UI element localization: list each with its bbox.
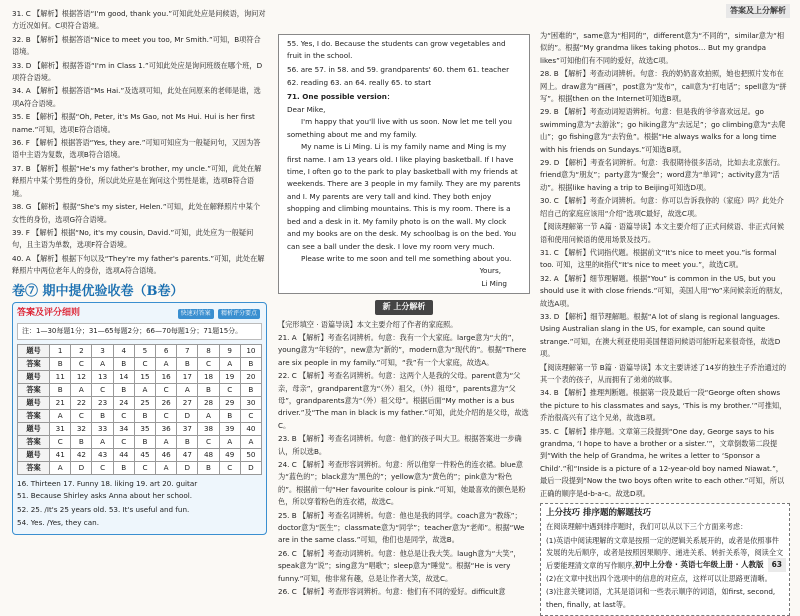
answer-55: 55. Yes, I do. Because the students can grow vegetables and fruit in the school. — [287, 39, 506, 61]
table-row — [18, 461, 262, 474]
section-badge: 新 上分解析 — [278, 300, 530, 314]
table-cell: 8 — [198, 344, 219, 357]
badge-quick: 快速对答案 — [178, 309, 214, 319]
answer-explanation: 37. B 【解析】根据“He's my father's brother, my uncle.”可知，此处在解释照片中某个男性的身份，所以此处应是在询问这个男性是谁，选项B符合语境。 — [12, 163, 262, 198]
answer-explanation: 26. C 【解析】考查形容词辨析。句意：他们有不同的爱好。difficult意 — [278, 587, 506, 597]
table-row — [18, 448, 262, 461]
row-header: 答案 — [18, 435, 50, 448]
answer-explanation: 38. G 【解析】根据“She's my sister, Helen.”可知，此处在解释照片中某个女性的身份，选项G符合语境。 — [12, 202, 261, 224]
table-cell: A — [156, 357, 177, 370]
table-cell: B — [113, 461, 134, 474]
table-cell: A — [71, 383, 92, 396]
letter-paragraph: My name is Li Ming. Li is my family name and Ming is my first name. I am 13 years old. I like playing basketball. If I have time, I often go to the park to play basketball with my friends at weekends. There are 3 people in my family. They are my parents and I. My parents are very tall and kind. They both enjoy shopping and climbing mountains. This is my room. There is a bed and a desk in it. My family photo is on the wall. My clock and my books are on the desk. My schoolbag is on the bed. You can see a ball under the desk. I love my room very much. — [287, 142, 521, 251]
row-header: 答案 — [18, 383, 50, 396]
table-cell: D — [177, 409, 198, 422]
table-cell: B — [177, 435, 198, 448]
answer-explanation: 31. C 【解析】代词指代题。根据前文“It's nice to meet you.”is formal too. 可知，这里的it指代“It's nice to meet you.”，故选C项。 — [540, 247, 777, 270]
table-cell: B — [177, 357, 198, 370]
header-title: 答案及上分解析 — [726, 4, 790, 18]
table-cell: 17 — [177, 370, 198, 383]
table-cell: A — [219, 357, 240, 370]
answer-explanation: 32. A 【解析】细节理解题。根据“You” is common in the US, but you should use it with close friends.”可知，美国人用“Yo”来问候亲近的朋友，故选A项。 — [540, 273, 788, 308]
table-cell: C — [156, 409, 177, 422]
answer-explanation: 30. C 【解析】考查介词辨析。句意：你可以告诉我你的（家庭）吗？此处介绍自己的家庭应该用“介绍”选项C最好，故选C项。 — [540, 196, 784, 218]
table-cell: B — [92, 409, 113, 422]
table-cell: 27 — [177, 396, 198, 409]
answer-explanation: 25. B 【解析】考查名词辨析。句意：他也是我的同学。coach意为“教练”；doctor意为“医生”；classmate意为“同学”；teacher意为“老师”。根据“We are in the same class.”可知，他们也是同学，故选B。 — [278, 510, 525, 545]
table-cell: 43 — [92, 448, 113, 461]
answer-62-65: 62. reading 63. an 64. really 65. to start — [287, 78, 432, 88]
table-cell: C — [156, 383, 177, 396]
table-row — [18, 344, 262, 357]
letter-paragraph: I'm happy that you'll live with us soon. Now let me tell you something about me and my family. — [287, 117, 512, 139]
table-cell: 39 — [219, 422, 240, 435]
table-cell: C — [198, 435, 219, 448]
answer-table — [17, 344, 262, 475]
answer-explanation: 【阅读理解第一节 A篇 · 语篇导读】本文主要介绍了正式问候语、非正式问候语和使用问候语的使用场景及技巧。 — [540, 222, 785, 244]
answer-explanation: 35. E 【解析】根据“Oh, Peter, it's Ms Gao, not Ms Hui. Hui is her first name.”可知，选项E符合语境。 — [12, 112, 255, 134]
table-cell: 31 — [50, 422, 71, 435]
table-cell: 38 — [198, 422, 219, 435]
table-cell: C — [198, 357, 219, 370]
table-row — [18, 409, 262, 422]
table-cell: B — [198, 461, 219, 474]
short-answer: 52. 25. /It's 25 years old. 53. It's useful and fun. — [17, 504, 190, 514]
table-cell: A — [134, 383, 155, 396]
table-cell: 26 — [156, 396, 177, 409]
letter-greeting: Dear Mike, — [287, 105, 326, 115]
tip-title: 上分技巧 排序题的解题技巧 — [546, 508, 651, 519]
row-header: 答案 — [18, 461, 50, 474]
column-right — [540, 30, 790, 608]
table-cell: 32 — [71, 422, 92, 435]
table-cell: C — [113, 409, 134, 422]
page-number: 63 — [768, 558, 786, 572]
table-cell: A — [156, 461, 177, 474]
table-cell: 36 — [156, 422, 177, 435]
table-cell: 21 — [50, 396, 71, 409]
table-cell: B — [50, 383, 71, 396]
answers-55-71 — [278, 34, 530, 294]
answer-explanation: 39. F 【解析】根据“No, it's my cousin, David.”可知，此处应为一般疑问句，且主语为单数，选项F符合语境。 — [12, 227, 254, 250]
row-header: 题号 — [18, 422, 50, 435]
table-cell: 18 — [198, 370, 219, 383]
table-cell: C — [92, 383, 113, 396]
answer-box-badges — [176, 307, 260, 319]
table-cell: C — [134, 357, 155, 370]
table-cell: 23 — [92, 396, 113, 409]
answer-explanation: 31. C 【解析】根据答语“I'm good, thank you.”可知此处应是问候语，询问对方近况如何。C项符合语境。 — [12, 9, 266, 31]
answer-explanation: 34. A 【解析】根据答语“Ms Hai.”及选项可知，此处在问原来的老师是谁，选项A符合语境。 — [12, 86, 261, 108]
table-row — [18, 370, 262, 383]
answer-explanation: 33. D 【解析】细节理解题。根据“A lot of slang is regional languages. Using Australian slang in the US, for example, can sound quite strange.”可知，在澳大利亚使用美国俚语问候语可能听起来很奇怪，故选D项。 — [540, 311, 781, 359]
table-cell: B — [50, 357, 71, 370]
explanations-21-26 — [278, 319, 530, 599]
row-header: 答案 — [18, 409, 50, 422]
tip-line: (1)英语中阅读理解的文章是按照一定的逻辑关系展开的，或者是依照事件发展的先后顺序，或者是按照因果顺序、递进关系、转折关系等，阅读全文后要能理清文章的写作顺序。 — [546, 535, 784, 570]
table-cell: A — [50, 461, 71, 474]
answer-explanation: 35. C 【解析】排序题。文章第三段提到“One day, George says to his grandma, ‘I hope to have a brother or a sister.’”，文章倒数第二段提到“With the help of Grandma, he writes a letter to ‘Sponsor a Child’.”和“Inside is a picture of a 12-year-old boy named Niawat.”，最后一段提到“Now the two boys often write to each other.”可知，所以正确的顺序是d-b-a-c。故选D项。 — [540, 426, 785, 498]
table-cell: 33 — [92, 422, 113, 435]
table-cell: 44 — [113, 448, 134, 461]
table-cell: 11 — [50, 370, 71, 383]
answer-explanation: 33. D 【解析】根据答语“I'm in Class 1.”可知此处应是询问班级在哪个班，D项符合语境。 — [12, 60, 263, 83]
table-cell: C — [92, 461, 113, 474]
table-cell: 15 — [134, 370, 155, 383]
tip-line: (2)在文章中找出四个选项中的信息的对应点，这样可以让思路更清晰。 — [546, 574, 772, 584]
table-cell: A — [219, 435, 240, 448]
row-header: 题号 — [18, 448, 50, 461]
table-cell: 14 — [113, 370, 134, 383]
answer-box-title: 答案及评分细则 — [17, 307, 81, 318]
answer-explanation: 24. C 【解析】考查形容词辨析。句意：所以他穿一件粉色的连衣裙。blue意为“蓝色的”；black意为“黑色的”；yellow意为“黄色的”；pink意为“粉色的”。根据前一句“Her favourite colour is pink.”可知，她最喜欢的颜色是粉色，所以穿着粉色的连衣裙，故选C。 — [278, 460, 526, 507]
row-header: 题号 — [18, 370, 50, 383]
table-cell: 46 — [156, 448, 177, 461]
table-cell: 45 — [134, 448, 155, 461]
tip-line: (3)注意关键词语，尤其是语词和一些表示顺序的词语，如first, second, then, finally, at last等。 — [546, 587, 776, 609]
table-cell: 49 — [219, 448, 240, 461]
table-cell: C — [134, 461, 155, 474]
table-row — [18, 357, 262, 370]
table-cell: 13 — [92, 370, 113, 383]
footer — [635, 558, 786, 572]
answer-explanation: 34. B 【解析】推理判断题。根据第一段及最后一段“George often shows the picture to his classmates and says, ‘This is my brother.’”可推知，乔治很高兴有了这个兄弟，故选B项。 — [540, 388, 787, 423]
table-cell: 2 — [71, 344, 92, 357]
table-cell: 48 — [198, 448, 219, 461]
table-cell: 12 — [71, 370, 92, 383]
table-cell: 9 — [219, 344, 240, 357]
answer-explanation: 【阅读理解第一节 B篇 · 语篇导读】本文主要讲述了14岁的独生子乔治通过的其一个表的孩子，从而拥有了弟弟的故事。 — [540, 362, 787, 384]
table-cell: 41 — [50, 448, 71, 461]
table-cell: 19 — [219, 370, 240, 383]
table-cell: 20 — [240, 370, 261, 383]
answer-explanations-31-40 — [12, 8, 267, 278]
table-row — [18, 435, 262, 448]
table-cell: 35 — [134, 422, 155, 435]
table-cell: 40 — [240, 422, 261, 435]
table-cell: C — [240, 409, 261, 422]
table-cell: 30 — [240, 396, 261, 409]
paper-title: 卷⑦ 期中提优验收卷（B卷） — [12, 283, 184, 299]
table-cell: 47 — [177, 448, 198, 461]
table-cell: 50 — [240, 448, 261, 461]
answer-explanation: 28. B 【解析】考查动词辨析。句意：我的奶奶喜欢拍照，她也把照片发布在网上。draw意为“画画”，post意为“发布”，call意为“打电话”；spell意为“拼写”。根据then on the Internet可知选B项。 — [540, 69, 787, 104]
table-row — [18, 396, 262, 409]
table-cell: C — [219, 383, 240, 396]
table-cell: A — [198, 409, 219, 422]
table-cell: 6 — [156, 344, 177, 357]
table-cell: 24 — [113, 396, 134, 409]
table-cell: 3 — [92, 344, 113, 357]
answer-box — [12, 302, 267, 535]
table-cell: 28 — [198, 396, 219, 409]
row-header: 答案 — [18, 357, 50, 370]
answer-explanation: 29. D 【解析】考查名词辨析。句意：我很期待很多活动，比如去北京旅行。friend意为“朋友”；party意为“聚会”；word意为“单词”；activity意为“活动”。根据like having a trip to Beijing可知选D项。 — [540, 158, 785, 192]
table-cell: 37 — [177, 422, 198, 435]
table-cell: A — [156, 435, 177, 448]
explanations-27-35 — [540, 30, 790, 500]
table-cell: C — [71, 409, 92, 422]
column-middle — [278, 34, 530, 612]
table-cell: B — [113, 357, 134, 370]
answer-explanation: 23. B 【解析】考查名词辨析。句意：他们的孩子叫大卫。根据答案进一步确认，所以选B。 — [278, 434, 522, 456]
table-cell: 22 — [71, 396, 92, 409]
table-cell: 42 — [71, 448, 92, 461]
table-cell: C — [219, 461, 240, 474]
row-header: 题号 — [18, 344, 50, 357]
table-cell: B — [198, 383, 219, 396]
letter-signature: Li Ming — [481, 278, 507, 288]
table-cell: A — [92, 357, 113, 370]
answer-explanation: 【完形填空 · 语篇导读】本文主要介绍了作者的家庭照。 — [278, 319, 458, 329]
table-cell: 16 — [156, 370, 177, 383]
table-cell: C — [113, 435, 134, 448]
table-cell: A — [177, 383, 198, 396]
footer-text: 初中上分卷 · 英语七年级上册 · 人教版 — [634, 559, 764, 569]
column-left — [12, 8, 267, 586]
inline-answers: 16. Thirteen 17. Funny 18. liking 19. art 20. guitar — [17, 478, 198, 488]
table-cell: 29 — [219, 396, 240, 409]
table-cell: B — [240, 383, 261, 396]
answer-explanation: 26. C 【解析】考查动词辨析。句意：他总是让我大笑。laugh意为“大笑”，speak意为“说”；sing意为“唱歌”；sleep意为“睡觉”。根据“He is very funny.”可知，他非常有趣，总是让作者大笑，故选C。 — [278, 548, 521, 583]
table-cell: A — [92, 435, 113, 448]
short-answer: 54. Yes. /Yes, they can. — [17, 517, 100, 527]
table-cell: B — [71, 435, 92, 448]
answer-56-61: 56. are 57. in 58. and 59. grandparents' 60. them 61. teacher — [287, 64, 510, 74]
letter-paragraph: Please write to me soon and tell me something about you. — [301, 253, 512, 263]
table-cell: C — [71, 357, 92, 370]
answer-explanation: 36. F 【解析】根据答语“Yes, they are.”可知可知应为一般疑问句，又因为答语中主语为复数，选项B符合语境。 — [12, 138, 261, 160]
table-cell: D — [240, 461, 261, 474]
extra-answers — [17, 490, 262, 529]
row-header: 题号 — [18, 396, 50, 409]
table-cell: A — [240, 435, 261, 448]
table-cell: B — [240, 357, 261, 370]
answer-explanation: 29. B 【解析】考查动词短语辨析。句意：但是我的爷爷喜欢远足。go swimming意为“去游泳”；go hiking意为“去远足”；go climbing意为“去爬山”；go fishing意为“去钓鱼”。根据“He always walks for a long time with his friends on Sundays.”可知选B项。 — [540, 107, 786, 154]
badge-detail: 精析评分要点 — [218, 309, 260, 319]
table-cell: B — [113, 383, 134, 396]
table-cell: D — [177, 461, 198, 474]
table-cell: A — [50, 409, 71, 422]
letter-closing: Yours, — [479, 266, 501, 276]
table-cell: 1 — [50, 344, 71, 357]
table-cell: 5 — [134, 344, 155, 357]
answer-explanation: 40. A 【解析】根据下句以及“They're my father's parents.”可知，此处在解释照片中两位老年人的身份，选项A符合语境。 — [12, 253, 265, 276]
answer-explanation: 22. C 【解析】考查名词辨析。句意：这两个人是我的父母。parent意为“父亲，母亲”，grandparent意为“（外）祖父，（外）祖母”，parents意为“父母”，grandparents意为“（外）祖父母”。根据后面“My mother is a bus driver.”及“The man in black is my father.”可知，此处介绍的是父母，故选C。 — [278, 371, 529, 430]
table-row — [18, 422, 262, 435]
table-cell: D — [71, 461, 92, 474]
table-cell: 34 — [113, 422, 134, 435]
table-cell: 7 — [177, 344, 198, 357]
answer-explanation: 32. B 【解析】根据答语“Nice to meet you too, Mr Smith.”可知，B项符合语境。 — [12, 34, 261, 57]
table-row — [18, 383, 262, 396]
answer-explanation: 21. A 【解析】考查名词辨析。句意：我有一个大家庭。large意为“大的”，young意为“年轻的”，new意为“新的”，modern意为“现代的”。根据“There are six people in my family.”可知，“我”有一个大家庭，故选A。 — [278, 332, 527, 367]
table-cell: 10 — [240, 344, 261, 357]
table-cell: B — [134, 435, 155, 448]
score-note: 注：1—30每题1分；31—65每题2分；66—70每题1分；71题15分。 — [17, 323, 262, 339]
table-cell: 25 — [134, 396, 155, 409]
table-cell: 4 — [113, 344, 134, 357]
table-cell: C — [50, 435, 71, 448]
table-cell: B — [134, 409, 155, 422]
short-answer: 51. Because Shirley asks Anna about her school. — [17, 491, 193, 501]
answer-explanation: 为“困难的”，same意为“相同的”，different意为“不同的”，similar意为“相似的”。根据“My grandma likes taking photos… But my grandpa likes”可知他们有不同的爱好，故选C项。 — [540, 31, 785, 65]
tip-line: 在阅读理解中遇到排序题时，我们可以从以下三个方面来考虑： — [546, 522, 748, 532]
table-cell: B — [219, 409, 240, 422]
answer-71-label: 71. One possible version： — [287, 91, 395, 101]
